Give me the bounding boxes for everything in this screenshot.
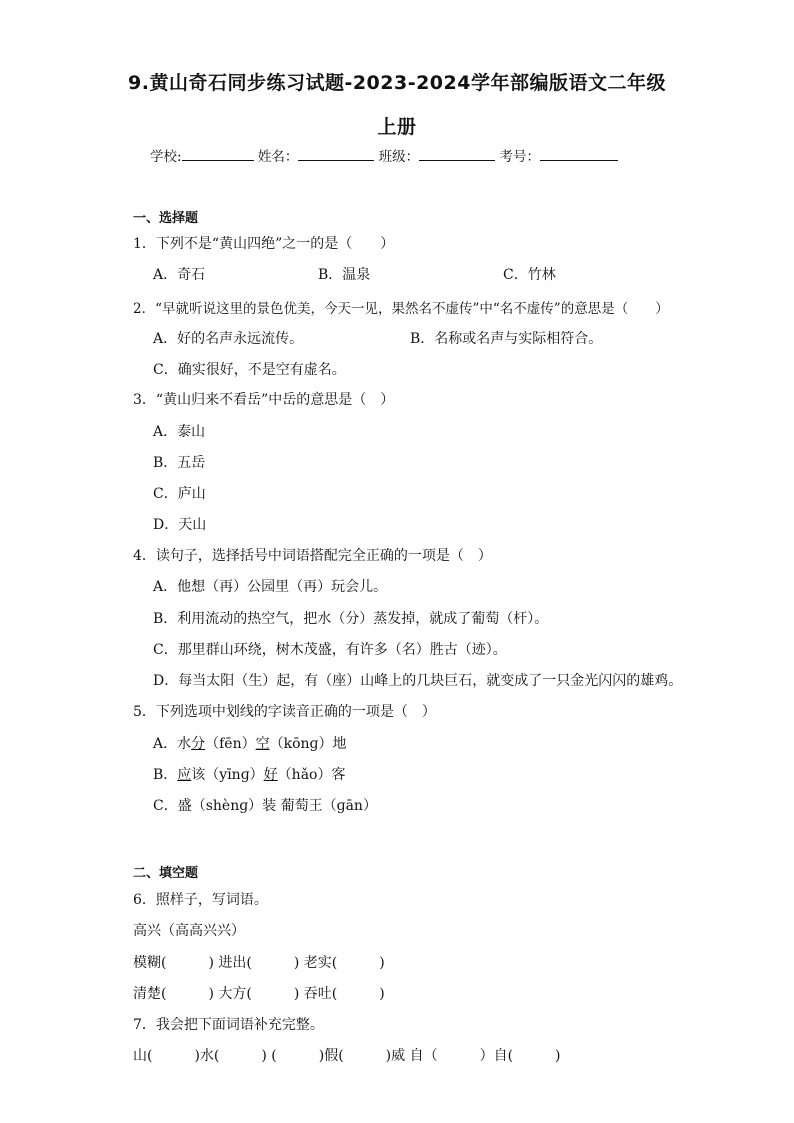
class-blank[interactable]: [419, 146, 495, 161]
student-info-row: [150, 145, 670, 165]
q6-row2[interactable]: 清楚( ) 大方( ) 吞吐( ): [133, 986, 385, 1002]
section-heading-fill: 二、填空题: [133, 866, 199, 881]
q6-stem: 6．照样子，写词语。: [133, 892, 268, 908]
q4-stem: 4．读句子，选择括号中词语搭配完全正确的一项是（ ）: [133, 548, 492, 564]
q6-row1[interactable]: 模糊( ) 进出( ) 老实( ): [133, 955, 385, 971]
name-blank[interactable]: [298, 146, 374, 161]
q5-option-b[interactable]: [153, 764, 345, 784]
q2-option-a[interactable]: A．好的名声永远流传。: [153, 331, 304, 347]
q3-stem: 3．“黄山归来不看岳”中岳的意思是（ ）: [133, 392, 395, 408]
q5-option-c[interactable]: C．盛（shènɡ）装 葡萄王（ɡān）: [153, 798, 377, 814]
exam-no-label: 考号：: [499, 149, 540, 165]
q5-b-underlined-2: 好: [263, 767, 278, 783]
q4-option-c[interactable]: C．那里群山环绕，树木茂盛，有许多（名）胜古（迹）。: [153, 642, 507, 658]
q1-option-c[interactable]: C．竹林: [503, 267, 556, 283]
q3-option-b[interactable]: B．五岳: [153, 455, 206, 471]
q5-option-a[interactable]: [153, 733, 347, 753]
q5-a-prefix: A．水: [153, 736, 192, 752]
q4-option-b[interactable]: B．利用流动的热空气，把水（分）蒸发掉，就成了葡萄（杆）。: [153, 611, 549, 627]
q2-stem: 2．“早就听说这里的景色优美，今天一见，果然名不虚传”中“名不虚传”的意思是（ ）: [133, 301, 669, 317]
q5-a-suffix: （kōnɡ）地: [269, 736, 347, 752]
school-label: 学校:: [150, 149, 182, 165]
q5-b-underlined-1: 应: [177, 767, 192, 783]
q7-row1[interactable]: 山( )水( ) ( )假( )威 自（ ）自( ): [133, 1048, 561, 1064]
q3-option-d[interactable]: D．天山: [153, 517, 207, 533]
q4-option-a[interactable]: A．他想（再）公园里（再）玩会儿。: [153, 579, 388, 595]
q7-stem: 7．我会把下面词语补充完整。: [133, 1017, 324, 1033]
exam-no-blank[interactable]: [540, 146, 618, 161]
q4-option-d[interactable]: D．每当太阳（生）起，有（座）山峰上的几块巨石，就变成了一只金光闪闪的雄鸡。: [153, 673, 683, 689]
q5-b-pinyin-1: 该（yīnɡ）: [191, 767, 264, 783]
document-title-line1: 9.黄山奇石同步练习试题-2023-2024学年部编版语文二年级: [128, 72, 666, 94]
q1-stem: 1．下列不是“黄山四绝”之一的是（ ）: [133, 236, 395, 252]
q5-b-prefix: B．: [153, 767, 178, 783]
q1-option-a[interactable]: A．奇石: [153, 267, 206, 283]
q5-a-pinyin-1: （fēn）: [205, 736, 256, 752]
class-label: 班级：: [378, 149, 420, 165]
q2-option-c[interactable]: C．确实很好，不是空有虚名。: [153, 362, 346, 378]
school-blank[interactable]: [182, 146, 254, 161]
q2-option-b[interactable]: B．名称或名声与实际相符合。: [410, 331, 603, 347]
q3-option-c[interactable]: C．庐山: [153, 486, 206, 502]
name-label: 姓名：: [257, 149, 299, 165]
q5-a-underlined-1: 分: [191, 736, 206, 752]
section-heading-choice: 一、选择题: [133, 211, 199, 226]
q3-option-a[interactable]: A．泰山: [153, 424, 206, 440]
q5-b-suffix: （hǎo）客: [277, 767, 346, 783]
q5-stem: 5．下列选项中划线的字读音正确的一项是（ ）: [133, 704, 436, 720]
q5-a-underlined-2: 空: [255, 736, 270, 752]
q1-option-b[interactable]: B．温泉: [318, 267, 371, 283]
q6-example: 高兴（高高兴兴）: [133, 923, 245, 939]
document-title-line2: 上册: [377, 116, 417, 138]
